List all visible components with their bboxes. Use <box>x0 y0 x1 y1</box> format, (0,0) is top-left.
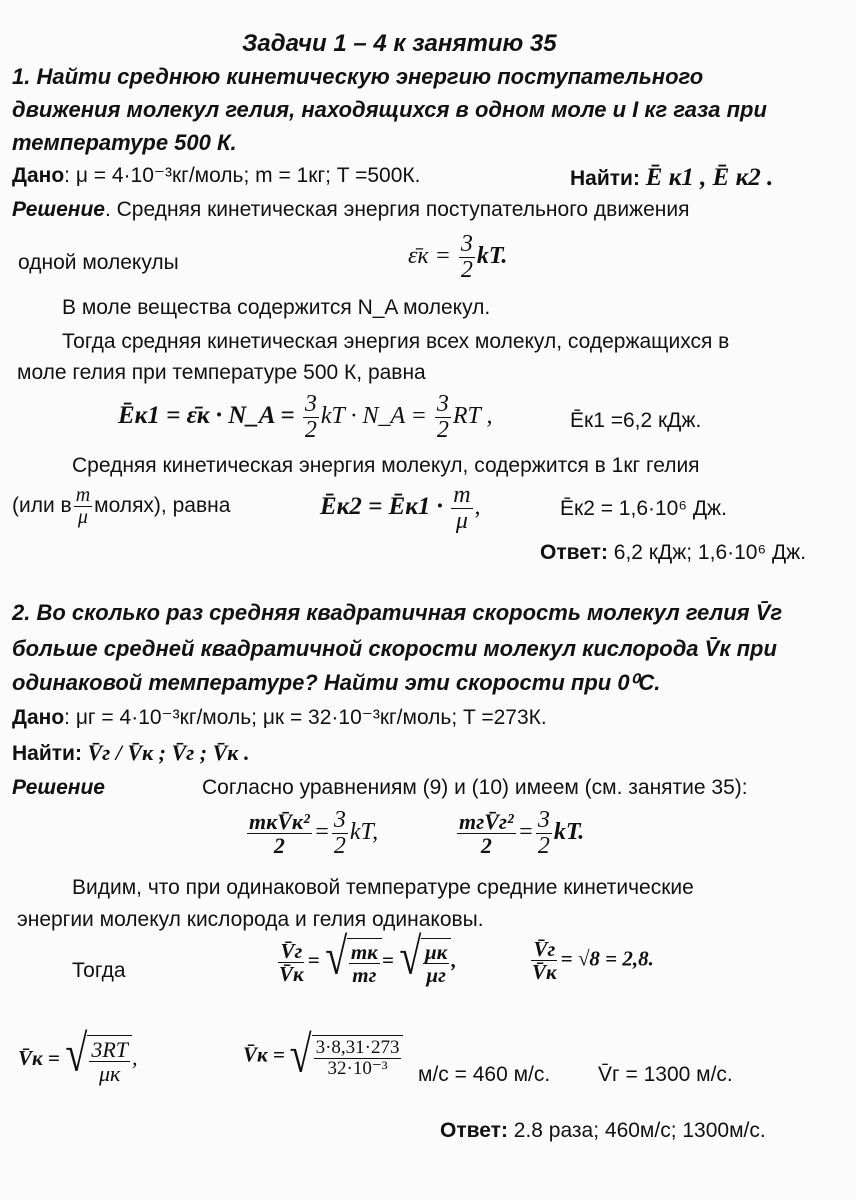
problem2-question-line: одинаковой температуре? Найти эти скорости при 0⁰С. <box>12 670 661 695</box>
problem1-question-line: температуре 500 К. <box>12 130 237 155</box>
problem2-given: Дано: μг = 4·10⁻³кг/моль; μк = 32·10⁻³кг/моль; T =273К. <box>12 706 547 729</box>
problem2-question-line: 2. Во сколько раз средняя квадратичная скорость молекул гелия V̄г <box>12 600 783 625</box>
one-molecule-label: одной молекулы <box>18 251 179 274</box>
problem1-question-line: движения молекул гелия, находящихся в одном моле и I кг газа при <box>12 97 767 122</box>
or-in-moles: (или в $\frac{m}{\mu}$ молях), равна <box>12 484 231 528</box>
problem1-answer: Ответ: 6,2 кДж; 1,6·10⁶ Дж. <box>540 541 807 564</box>
mole-text: В моле вещества содержится N_A молекул. <box>62 296 491 319</box>
formula-helium-energy: $\frac{\text{mгV̄г²}}{2}$ = $\frac{3}{2}$ kT. <box>459 807 585 860</box>
formula-ek1: Ēк1 = ε̄к · N_A = $\frac{3}{2}$ kT · N_A = $\frac{3}{2}$ RT , <box>118 391 493 444</box>
formula-ek2: Ēк2 = Ēк1 · $\frac{m}{\mu}$ , <box>320 482 481 535</box>
then-label: Тогда <box>72 959 126 982</box>
see-text-2: энергии молекул кислорода и гелия одинаковы. <box>17 908 484 931</box>
vk-result: м/с = 460 м/с. <box>418 1063 551 1086</box>
formula-vk-general: V̄к = √ $\frac{3RT}{\mu к}$ , <box>18 1023 138 1087</box>
problem1-find: Найти: Ē к1 , Ē к2 . <box>570 164 774 191</box>
result-ek1: Ēк1 =6,2 кДж. <box>570 409 702 432</box>
problem2-solution: Решение <box>12 776 105 799</box>
formula-speed-ratio: $\frac{V̄г}{V̄к}$ = √ $\frac{mк}{mг}$ = √ $\frac{\mu к}{\mu г}$ , <box>279 926 457 988</box>
formula-mean-energy: ε̄к = $\frac{3}{2}$ kT. <box>408 231 508 284</box>
formula-oxygen-energy: $\frac{\text{mкV̄к²}}{2}$ = $\frac{3}{2}$ kT, <box>249 807 379 860</box>
vg-result: V̄г = 1300 м/с. <box>598 1063 733 1086</box>
problem2-find: Найти: V̄г / V̄к ; V̄г ; V̄к . <box>12 740 250 765</box>
page-title: Задачи 1 – 4 к занятию 35 <box>242 30 557 57</box>
formula-vk-numeric: V̄к = √ $\frac{3\cdot 8,31\cdot 273}{\text{32·10⁻³}}$ <box>243 1035 403 1079</box>
problem2-answer: Ответ: 2.8 раза; 460м/с; 1300м/с. <box>440 1119 766 1142</box>
then-text: Тогда средняя кинетическая энергия всех молекул, содержащихся в <box>62 330 730 353</box>
problem1-question-line: 1. Найти среднюю кинетическую энергию поступательного <box>12 64 704 89</box>
problem1-given: Дано: μ = 4·10⁻³кг/моль; m = 1кг; T =500К. <box>12 164 421 187</box>
problem1-solution: Решение. Средняя кинетическая энергия поступательного движения <box>12 198 690 221</box>
then-text-2: моле гелия при температуре 500 К, равна <box>17 361 426 384</box>
formula-ratio-result: $\frac{V̄г}{V̄к}$ = √8 = 2,8. <box>532 937 654 985</box>
avg-energy-text: Средняя кинетическая энергия молекул, содержится в 1кг гелия <box>72 454 700 477</box>
result-ek2: Ēк2 = 1,6·10⁶ Дж. <box>560 497 727 520</box>
see-text: Видим, что при одинаковой температуре средние кинетические <box>72 876 694 899</box>
problem2-solution-text: Согласно уравнениям (9) и (10) имеем (см. занятие 35): <box>202 776 748 799</box>
problem2-question-line: больше средней квадратичной скорости молекул кислорода V̄к при <box>12 636 777 661</box>
